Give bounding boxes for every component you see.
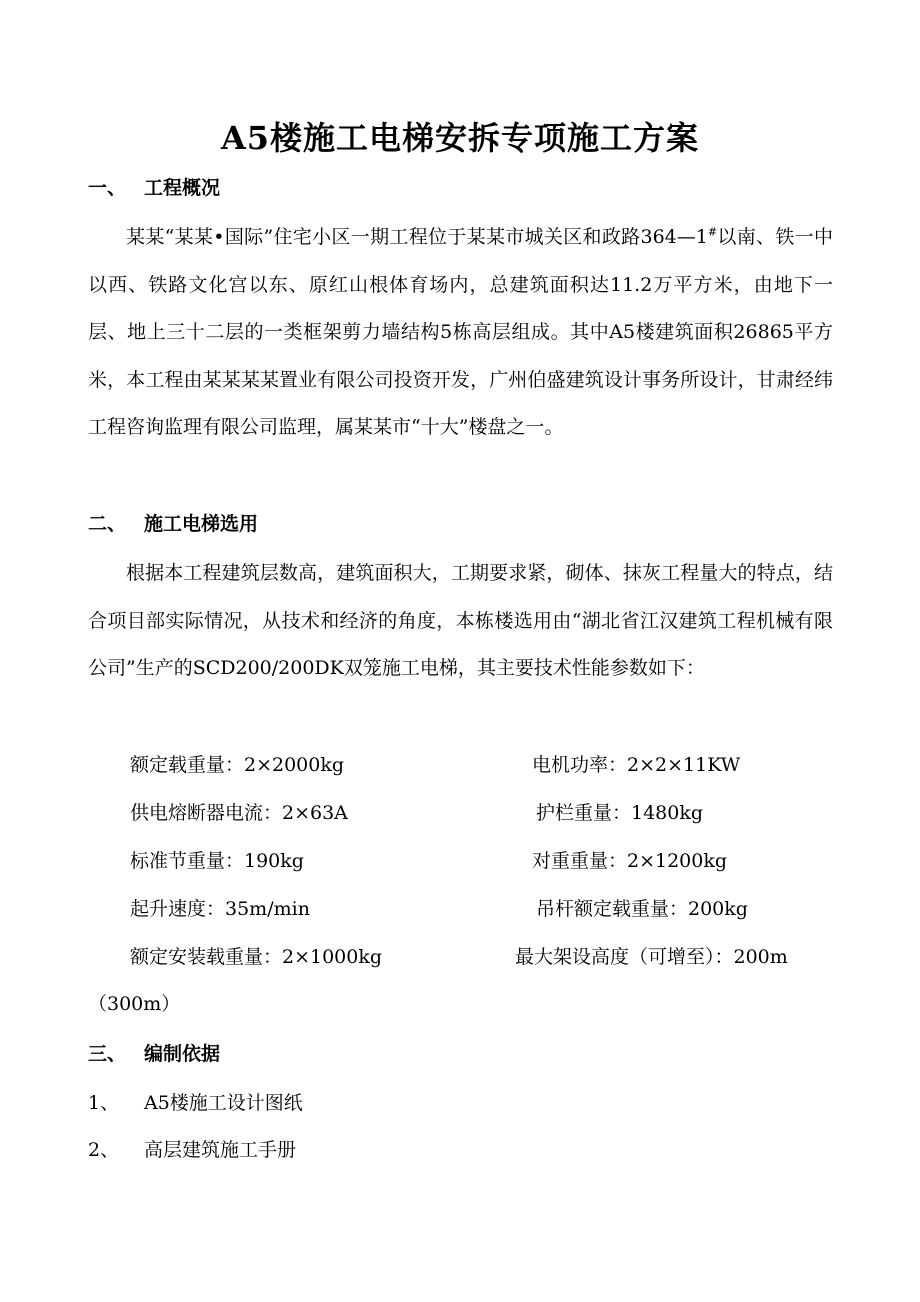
spec-section-weight: 标准节重量：190kg xyxy=(130,850,304,872)
document-title: A5楼施工电梯安拆专项施工方案 xyxy=(220,119,700,157)
spec-install-load: 额定安装载重量：2×1000kg xyxy=(130,946,383,968)
spec-max-height: 最大架设高度（可增至）：200m xyxy=(515,946,788,968)
spec-jib-load: 吊杆额定载重量：200kg xyxy=(536,898,748,920)
spec-counterweight: 对重重量：2×1200kg xyxy=(532,850,728,872)
overview-text-part1: 某某“某某•国际”住宅小区一期工程位于某某市城关区和政路364—1 xyxy=(126,226,708,248)
list-item xyxy=(88,1136,296,1164)
section-number: 二、 xyxy=(88,513,127,535)
spec-max-height-extra: （300m） xyxy=(88,993,181,1015)
spec-lift-speed: 起升速度：35m/min xyxy=(130,898,310,920)
spec-guardrail-weight: 护栏重量：1480kg xyxy=(536,802,704,824)
overview-superscript: # xyxy=(707,225,718,239)
section-heading-basis xyxy=(88,1040,220,1068)
section-title: 编制依据 xyxy=(144,1043,221,1065)
spec-rated-load: 额定载重量：2×2000kg xyxy=(130,754,345,776)
list-item-number: 2、 xyxy=(88,1139,120,1161)
elevator-paragraph: 根据本工程建筑层数高，建筑面积大，工期要求紧，砌体、抹灰工程量大的特点，结合项目部实际情况，从技术和经济的角度，本栋楼选用由“湖北省江汉建筑工程机械有限公司”生产的SCD200/200DK双笼施工电梯，其主要技术性能参数如下： xyxy=(88,562,833,680)
list-item-text: A5楼施工设计图纸 xyxy=(144,1092,303,1114)
spec-fuse-current: 供电熔断器电流：2×63A xyxy=(130,802,348,824)
overview-paragraph xyxy=(88,214,833,452)
section-heading-elevator xyxy=(88,510,258,538)
section-number: 三、 xyxy=(88,1043,127,1065)
list-item-text: 高层建筑施工手册 xyxy=(144,1139,297,1161)
list-item xyxy=(88,1089,303,1117)
list-item-number: 1、 xyxy=(88,1092,120,1114)
section-title: 工程概况 xyxy=(144,177,221,199)
section-number: 一、 xyxy=(88,177,127,199)
overview-text-part2: 以南、铁一中以西、铁路文化宫以东、原红山根体育场内，总建筑面积达11.2万平方米，由地下一层、地上三十二层的一类框架剪力墙结构5栋高层组成。其中A5楼建筑面积26865平方米，本工程由某某某某置业有限公司投资开发，广州伯盛建筑设计事务所设计，甘肃经纬工程咨询监理有限公司监理，属某某市“十大”楼盘之一。 xyxy=(88,226,833,439)
spec-motor-power: 电机功率：2×2×11KW xyxy=(532,754,741,776)
section-heading-overview xyxy=(88,174,220,202)
section-title: 施工电梯选用 xyxy=(144,513,259,535)
